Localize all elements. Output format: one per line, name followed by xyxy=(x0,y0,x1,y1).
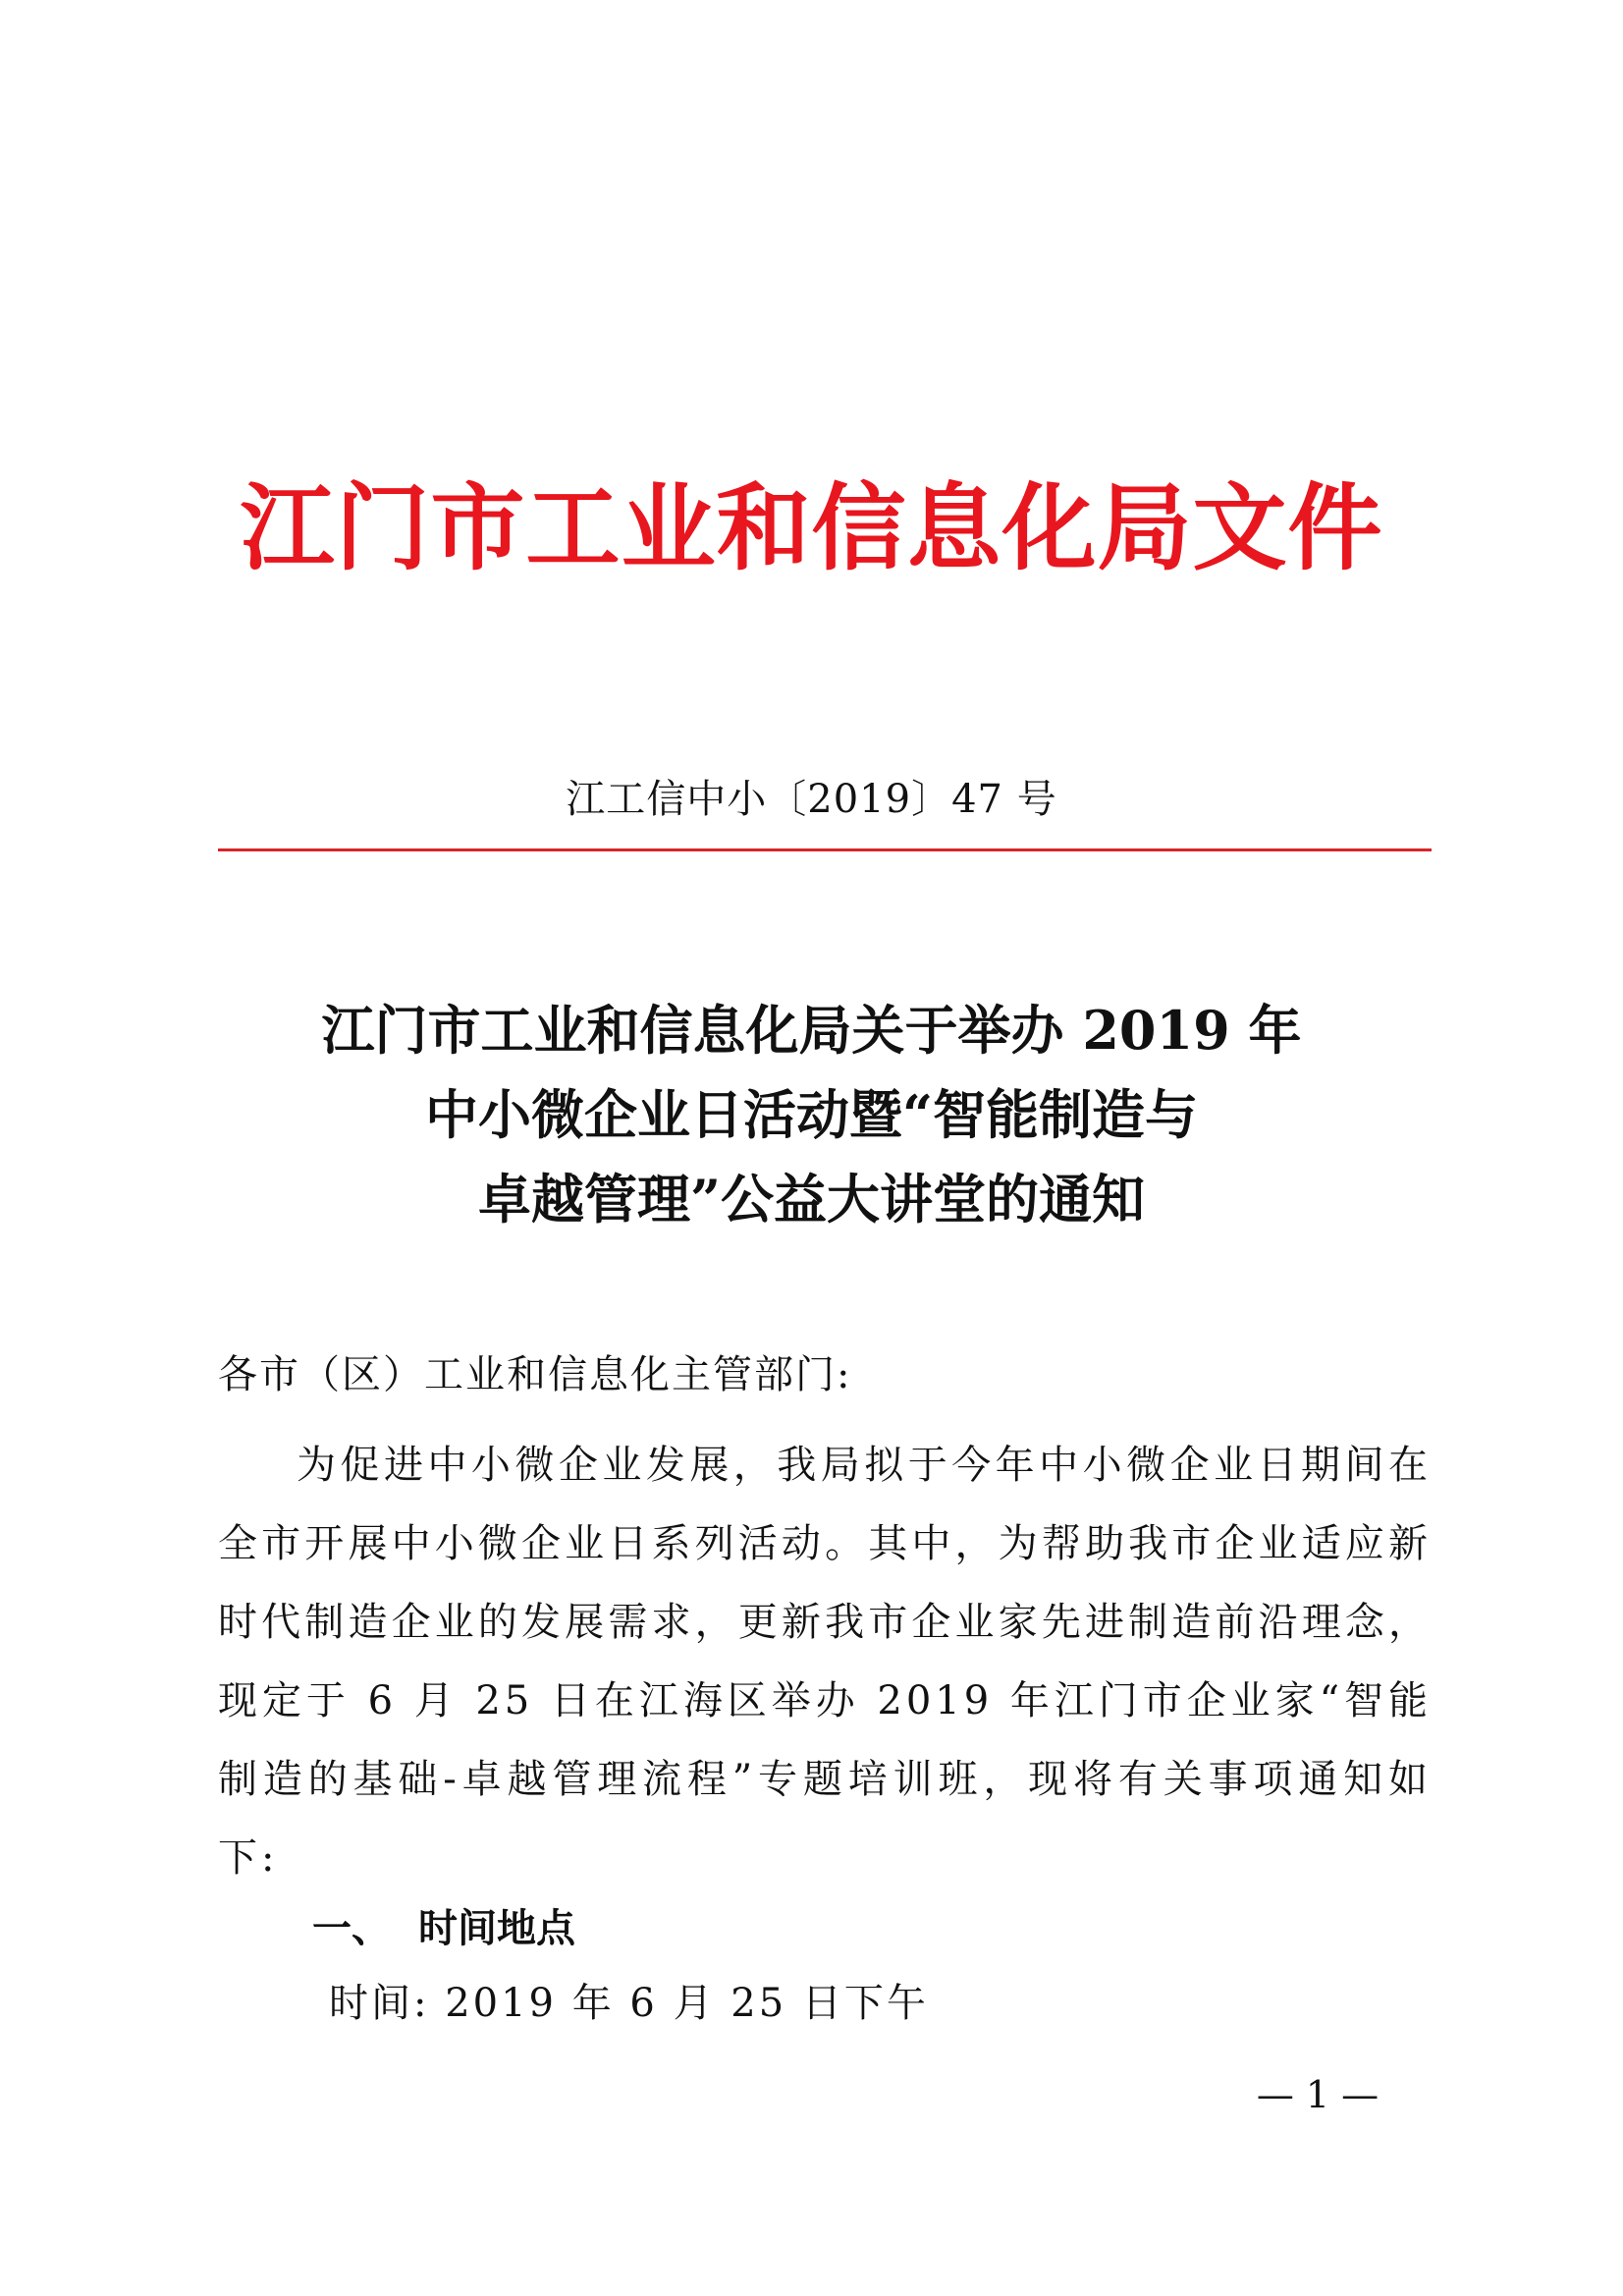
page-number: — 1 — xyxy=(1256,2073,1380,2116)
document-title-line-2: 中小微企业日活动暨“智能制造与 xyxy=(424,1083,1199,1146)
section-heading-time-place xyxy=(312,1901,575,1956)
document-title-line-3: 卓越管理”公益大讲堂的通知 xyxy=(477,1168,1146,1230)
document-number: 江工信中小〔2019〕47 号 xyxy=(566,777,1057,822)
section-number: 一、 xyxy=(312,1906,391,1951)
red-divider-line xyxy=(218,848,1432,851)
document-title-line-1: 江门市工业和信息化局关于举办 2019 年 xyxy=(321,999,1302,1062)
event-time: 时间: 2019 年 6 月 25 日下午 xyxy=(329,1981,929,2026)
document-title xyxy=(0,988,1623,1241)
agency-file-title: 江门市工业和信息化局文件 xyxy=(240,472,1383,583)
body-paragraph: 为促进中小微企业发展，我局拟于今年中小微企业日期间在全市开展中小微企业日系列活动。其中，为帮助我市企业适应新时代制造企业的发展需求，更新我市企业家先进制造前沿理念，现定于 6 月 25 日在江海区举办 2019 年江门市企业家“智能制造的基础-卓越管理流程”专题培训班，现将有关事项通知如下: xyxy=(218,1443,1432,1881)
section-heading-text: 时间地点 xyxy=(418,1906,575,1951)
salutation: 各市（区）工业和信息化主管部门: xyxy=(218,1352,852,1397)
